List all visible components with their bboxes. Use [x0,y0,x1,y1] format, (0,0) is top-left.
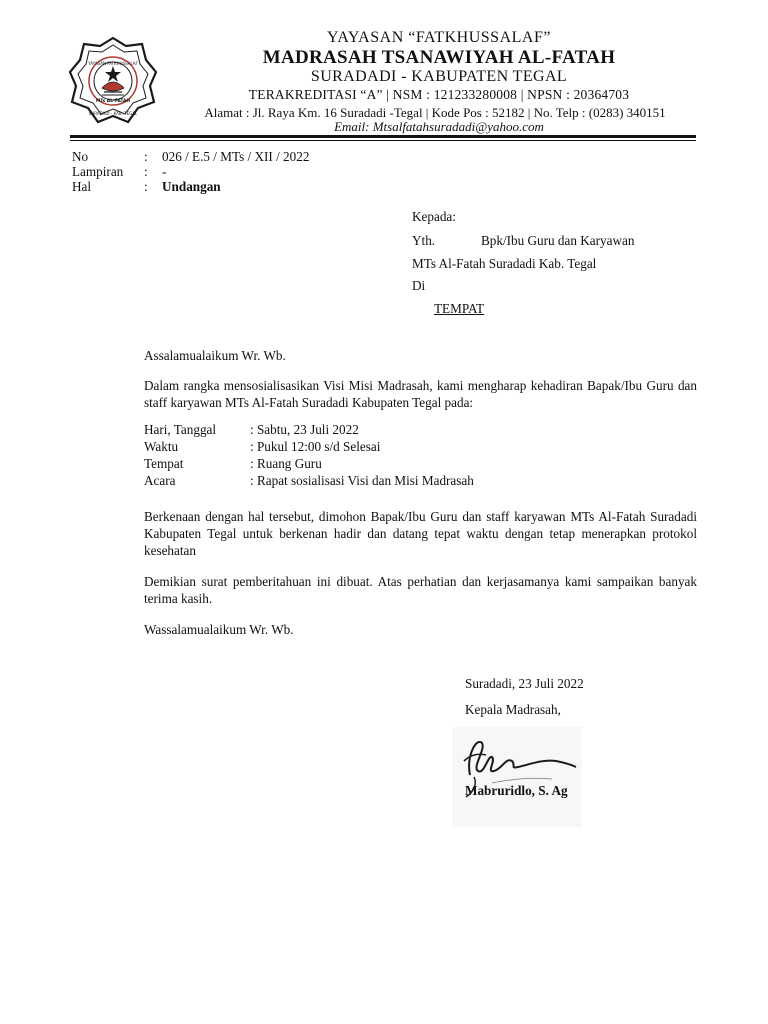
no-colon: : [144,149,148,164]
detail-label-time: Waktu [144,439,179,454]
detail-value-time: : Pukul 12:00 s/d Selesai [250,439,381,454]
hal-colon: : [144,179,148,194]
detail-label-place: Tempat [144,456,184,471]
detail-value-event: : Rapat sosialisasi Visi dan Misi Madrasah [250,473,474,488]
recipient-kepada: Kepada: [412,209,456,224]
logo-bottom-text: SURADADI - KAB. TEGAL [88,111,138,116]
recipient-to: Bpk/Ibu Guru dan Karyawan [481,233,635,248]
recipient-tempat: TEMPAT [434,301,485,316]
lampiran-value: - [162,164,167,179]
recipient-yth: Yth. [412,233,436,248]
signatory-name: Mabruridlo, S. Ag [465,783,568,798]
lampiran-colon: : [144,164,148,179]
no-value: 026 / E.5 / MTs / XII / 2022 [162,149,310,164]
logo-top-text: YAYASAN FATKHUSSALAF [88,61,138,66]
school-location: SURADADI - KABUPATEN TEGAL [310,68,568,85]
detail-label-event: Acara [144,473,176,488]
hal-value: Undangan [162,179,221,194]
intro-paragraph: Dalam rangka mensosialisasikan Visi Misi Madrasah, kami mengharap kehadiran Bapak/Ibu Guru dan staff karyawan MTs Al-Fatah Suradadi Kabupaten Tegal pada: [144,378,697,410]
school-logo [68,36,158,126]
no-label: No [72,149,89,164]
detail-label-date: Hari, Tanggal [144,422,217,437]
logo-mid-text: MTs AL-FATAH [95,99,131,104]
school-name: MADRASAH TSANAWIYAH AL-FATAH [262,47,616,68]
place-date: Suradadi, 23 Juli 2022 [465,676,584,691]
recipient-di: Di [412,278,426,293]
signature-scan [452,727,582,827]
signature-icon [452,727,582,827]
accreditation-line: TERAKREDITASI “A” | NSM : 121233280008 | NPSN : 20364703 [248,87,630,102]
detail-value-date: : Sabtu, 23 Juli 2022 [250,422,359,437]
foundation-name: YAYASAN “FATKHUSSALAF” [327,29,551,46]
hal-label: Hal [72,179,92,194]
closing: Wassalamualaikum Wr. Wb. [144,622,294,637]
greeting: Assalamualaikum Wr. Wb. [144,348,286,363]
followup-paragraph: Berkenaan dengan hal tersebut, dimohon Bapak/Ibu Guru dan staff karyawan MTs Al-Fatah Suradadi Kabupaten Tegal untuk berkenan hadir dan datang tepat waktu dengan tetap menerapkan protokol kesehatan [144,509,697,558]
address-line: Alamat : Jl. Raya Km. 16 Suradadi -Tegal | Kode Pos : 52182 | No. Telp : (0283) 340151 [204,105,666,120]
email-line: Email: Mtsalfatahsuradadi@yahoo.com [334,119,544,134]
signatory-position: Kepala Madrasah, [465,702,561,717]
detail-value-place: : Ruang Guru [250,456,322,471]
thanks-paragraph: Demikian surat pemberitahuan ini dibuat. Atas perhatian dan kerjasamanya kami sampaikan banyak terima kasih. [144,574,697,606]
header-divider-thick [70,135,696,138]
lampiran-label: Lampiran [72,164,124,179]
school-emblem-icon [68,36,158,126]
recipient-org: MTs Al-Fatah Suradadi Kab. Tegal [412,256,597,271]
header-divider-thin [70,140,696,141]
